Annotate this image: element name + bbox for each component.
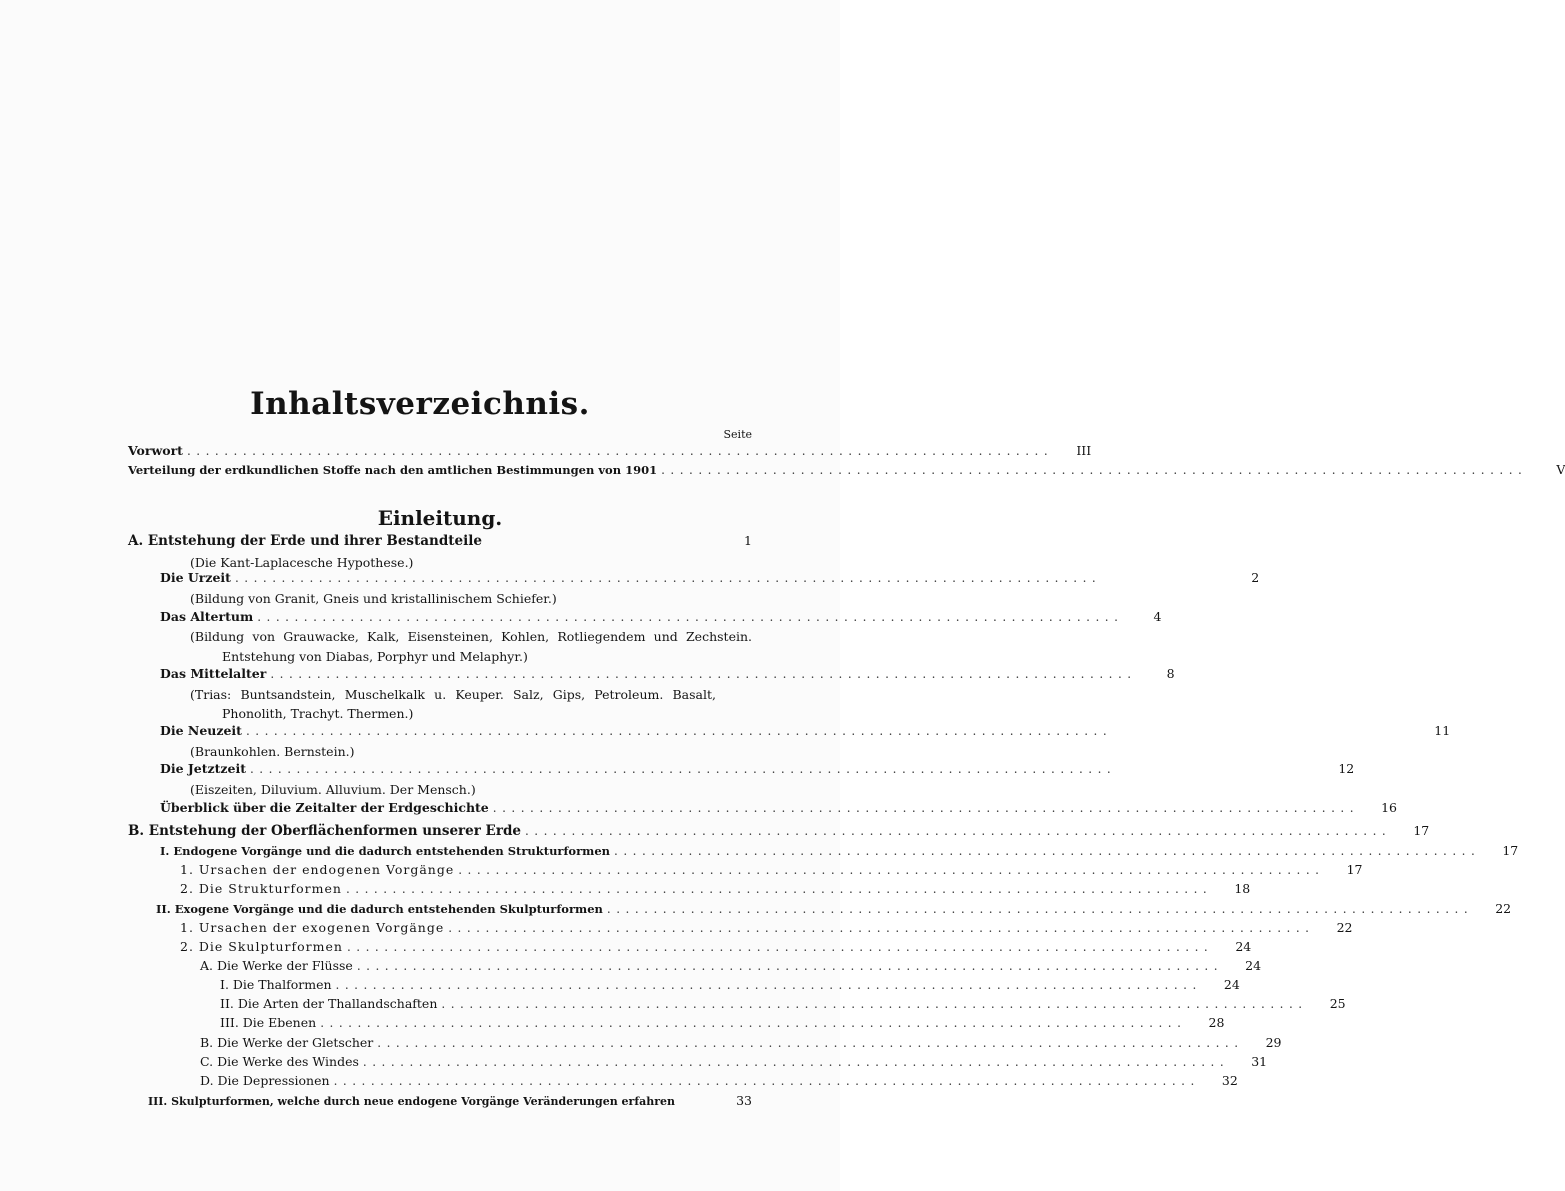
leader-dots: .............................................................................................	[270, 667, 1137, 681]
toc-entry	[180, 881, 1251, 900]
toc-entry-page: 25	[1329, 996, 1346, 1011]
leader-dots: .............................................................................................	[345, 882, 1213, 896]
toc-entry	[128, 533, 752, 552]
toc-entry	[160, 570, 1260, 589]
toc-entry	[220, 1015, 1225, 1034]
toc-note: (Braunkohlen. Bernstein.)	[190, 744, 355, 759]
toc-entry	[160, 800, 1398, 819]
leader-dots: .............................................................................................	[492, 801, 1360, 815]
toc-entry-label: D. Die Depressionen	[200, 1073, 330, 1088]
section-heading: Einleitung.	[377, 506, 503, 530]
toc-entry-label: Überblick über die Zeitalter der Erdgeschichte	[160, 800, 489, 815]
toc-entry-label: B. Entstehung der Oberflächenformen unserer Erde	[128, 823, 521, 839]
document-title: Inhaltsverzeichnis.	[250, 386, 590, 422]
toc-entry-label: Die Neuzeit	[160, 723, 242, 738]
toc-entry-page: 12	[1338, 761, 1355, 776]
toc-entry-label: Die Urzeit	[160, 570, 231, 585]
toc-entry	[200, 1054, 1268, 1073]
toc-entry-page: 17	[1413, 823, 1430, 838]
toc-entry	[128, 443, 1092, 462]
toc-entry	[200, 958, 1262, 977]
toc-entry-page: 4	[1153, 609, 1162, 624]
leader-dots: .............................................................................................	[335, 978, 1202, 992]
leader-dots: .............................................................................................	[458, 863, 1325, 877]
toc-entry-page: V	[1556, 462, 1565, 477]
toc-entry-page: 24	[1245, 958, 1262, 973]
toc-entry	[220, 996, 1346, 1015]
toc-entry-label: C. Die Werke des Windes	[200, 1054, 359, 1069]
toc-entry-page: 2	[1251, 570, 1260, 585]
leader-dots: .............................................................................................	[245, 724, 1113, 738]
toc-entry	[220, 977, 1240, 996]
leader-dots: .............................................................................................	[524, 824, 1392, 838]
page-column-label: Seite	[723, 428, 752, 441]
leader-dots: .............................................................................................	[320, 1016, 1187, 1030]
toc-entry-page: 22	[1495, 901, 1512, 916]
toc-entry-page: 33	[736, 1093, 752, 1108]
toc-entry-page: 28	[1208, 1015, 1225, 1030]
leader-dots: .............................................................................................	[186, 444, 1054, 458]
toc-entry-page: 17	[1502, 843, 1519, 858]
toc-entry-label: II. Exogene Vorgänge und die dadurch entstehenden Skulpturformen	[156, 902, 603, 916]
leader-dots: .............................................................................................	[249, 762, 1117, 776]
toc-note: (Eiszeiten, Diluvium. Alluvium. Der Mensch.)	[190, 782, 476, 797]
leader-dots	[675, 1094, 718, 1108]
toc-note: Phonolith, Trachyt. Thermen.)	[222, 706, 414, 721]
toc-entry	[200, 1035, 1282, 1054]
toc-entry-label: Das Mittelalter	[160, 666, 267, 681]
toc-entry-label: III. Skulpturformen, welche durch neue endogene Vorgänge Veränderungen erfahren	[148, 1095, 675, 1108]
toc-entry	[180, 862, 1363, 881]
toc-entry-label: III. Die Ebenen	[220, 1015, 317, 1030]
toc-entry-label: B. Die Werke der Gletscher	[200, 1035, 374, 1050]
toc-note: (Bildung von Grauwacke, Kalk, Eisensteinen, Kohlen, Rotliegendem und Zechstein.	[190, 629, 752, 644]
toc-entry-label: 1. Ursachen der endogenen Vorgänge	[180, 862, 455, 877]
toc-entry-label: 1. Ursachen der exogenen Vorgänge	[180, 920, 445, 935]
toc-entry	[160, 843, 1519, 862]
toc-entry-page: 17	[1346, 862, 1363, 877]
leader-dots: .............................................................................................	[661, 463, 1528, 477]
toc-entry-page: 16	[1381, 800, 1398, 815]
toc-entry-page: 18	[1234, 881, 1251, 896]
toc-entry	[156, 901, 1512, 920]
leader-dots: .............................................................................................	[448, 921, 1315, 935]
toc-entry-label: A. Entstehung der Erde und ihrer Bestandteile	[128, 533, 482, 549]
toc-entry-label: 2. Die Skulpturformen	[180, 939, 343, 954]
toc-note: (Die Kant-Laplacesche Hypothese.)	[190, 555, 414, 570]
toc-entry-page: 32	[1221, 1073, 1238, 1088]
toc-entry-label: Verteilung der erdkundlichen Stoffe nach den amtlichen Bestimmungen von 1901	[128, 463, 658, 477]
toc-entry-label: 2. Die Strukturformen	[180, 881, 342, 896]
toc-entry	[180, 920, 1353, 939]
toc-entry	[160, 666, 1175, 685]
toc-entry-page: 1	[744, 533, 752, 548]
toc-entry-label: A. Die Werke der Flüsse	[200, 958, 353, 973]
toc-entry	[160, 609, 1162, 628]
leader-dots: .............................................................................................	[362, 1055, 1230, 1069]
toc-entry-page: 22	[1336, 920, 1353, 935]
leader-dots: .............................................................................................	[356, 959, 1224, 973]
toc-entry-page: 24	[1223, 977, 1240, 992]
leader-dots: .............................................................................................	[441, 997, 1308, 1011]
toc-entry	[128, 462, 1565, 481]
toc-entry	[200, 1073, 1238, 1092]
leader-dots: .............................................................................................	[377, 1036, 1244, 1050]
toc-entry	[160, 723, 1451, 742]
toc-entry-page: 31	[1251, 1054, 1268, 1069]
toc-entry	[148, 1093, 752, 1112]
toc-entry-label: Das Altertum	[160, 609, 254, 624]
toc-entry	[180, 939, 1252, 958]
toc-entry-page: 8	[1166, 666, 1175, 681]
toc-entry-label: Vorwort	[128, 443, 183, 458]
leader-dots	[482, 534, 718, 548]
toc-entry-page: III	[1076, 443, 1092, 458]
leader-dots: .............................................................................................	[333, 1074, 1200, 1088]
toc-entry-page: 11	[1434, 723, 1451, 738]
toc-entry	[128, 823, 1430, 842]
toc-entry-label: II. Die Arten der Thallandschaften	[220, 996, 438, 1011]
leader-dots: .............................................................................................	[614, 844, 1481, 858]
toc-entry	[160, 761, 1355, 780]
leader-dots: .............................................................................................	[606, 902, 1474, 916]
toc-entry-page: 24	[1235, 939, 1252, 954]
toc-note: (Trias: Buntsandstein, Muschelkalk u. Keuper. Salz, Gips, Petroleum. Basalt,	[190, 687, 716, 702]
toc-entry-label: I. Die Thalformen	[220, 977, 332, 992]
toc-entry-label: I. Endogene Vorgänge und die dadurch entstehenden Strukturformen	[160, 844, 611, 858]
leader-dots: .............................................................................................	[257, 610, 1124, 624]
leader-dots: .............................................................................................	[346, 940, 1214, 954]
toc-entry-page: 29	[1265, 1035, 1282, 1050]
toc-note: (Bildung von Granit, Gneis und kristallinischem Schiefer.)	[190, 591, 557, 606]
toc-entry-label: Die Jetztzeit	[160, 761, 246, 776]
leader-dots: .............................................................................................	[234, 571, 1102, 585]
toc-note: Entstehung von Diabas, Porphyr und Melaphyr.)	[222, 649, 528, 664]
